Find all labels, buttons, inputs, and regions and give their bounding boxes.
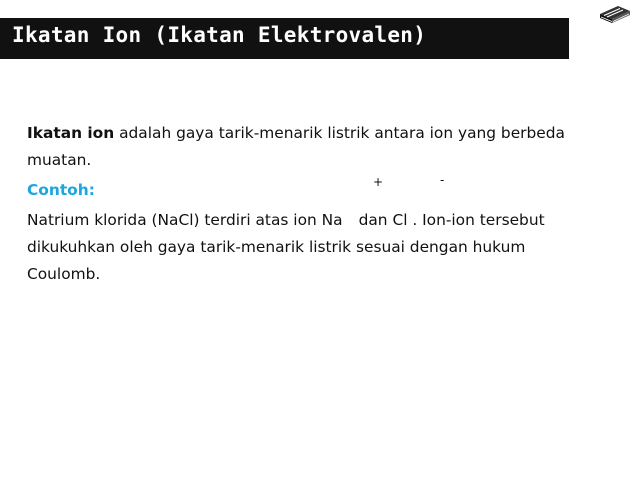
title-bar [0, 18, 569, 59]
page-title: Ikatan Ion (Ikatan Elektrovalen) [12, 23, 427, 47]
example-paragraph [27, 207, 572, 288]
chloride-charge-minus: - [440, 173, 445, 187]
example-text-part-1: Natrium klorida (NaCl) terdiri atas ion Na [27, 211, 343, 229]
example-heading [27, 173, 572, 207]
example-text-part-2: dan Cl . Ion-ion tersebut dikukuhkan oleh gaya tarik-menarik listrik sesuai dengan hukum Coulomb. [27, 211, 545, 283]
sodium-charge-plus: + [373, 175, 384, 189]
definition-term: Ikatan ion [27, 124, 115, 142]
definition-text: adalah gaya tarik-menarik listrik antara ion yang berbeda muatan. [27, 124, 565, 169]
example-label: Contoh: [27, 181, 95, 199]
stacked-book-icon [596, 2, 634, 28]
content-body [27, 120, 572, 288]
definition-paragraph [27, 120, 572, 174]
